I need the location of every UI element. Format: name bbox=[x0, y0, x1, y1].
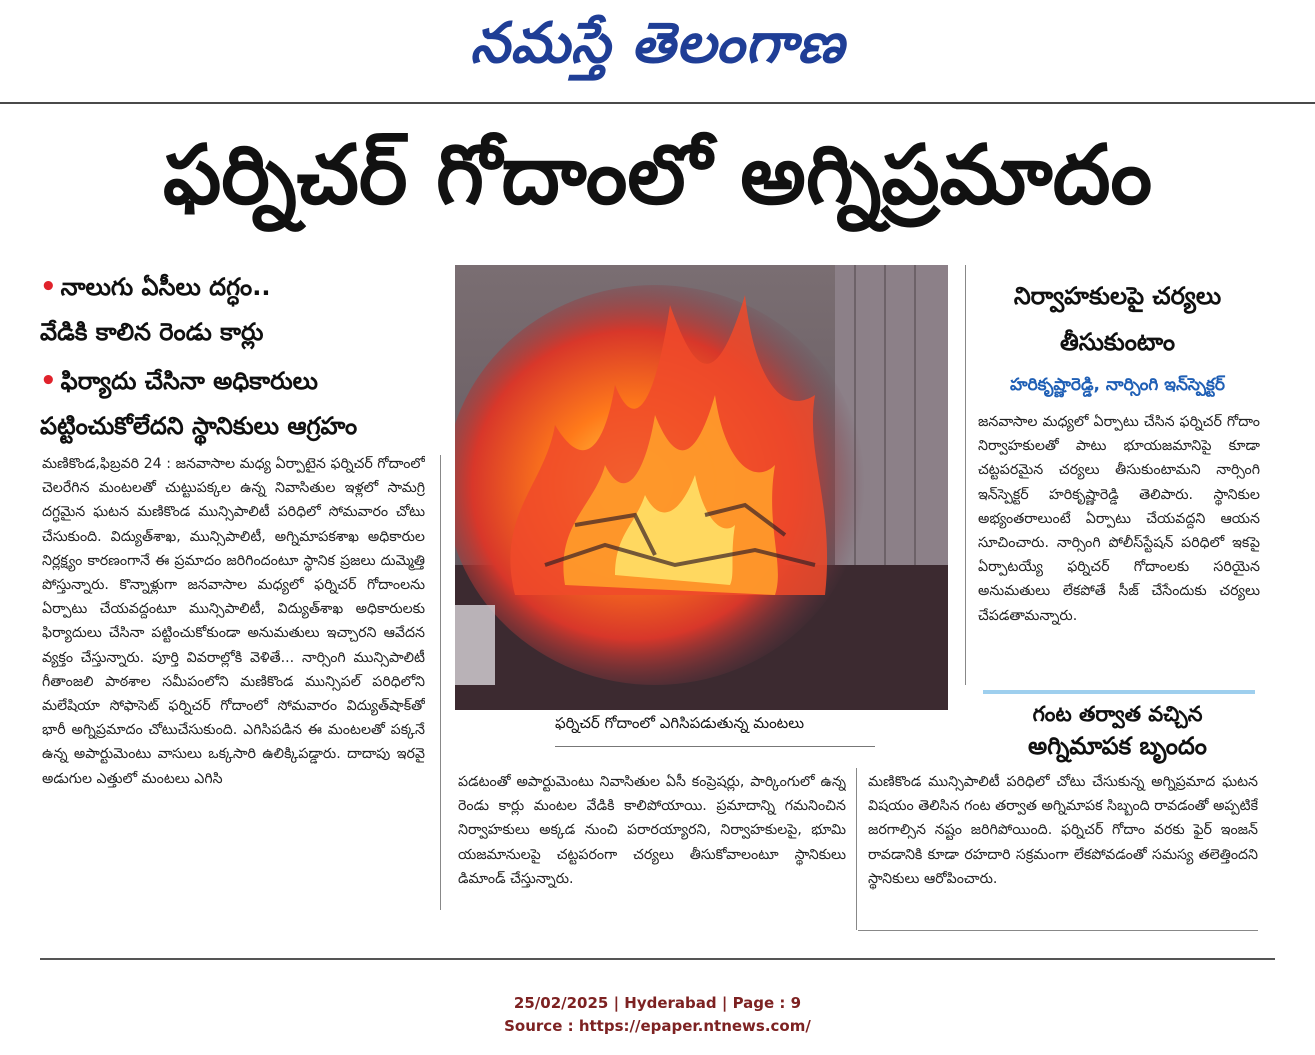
sidebar-title-line-1: నిర్వాహకులపై చర్యలు bbox=[1013, 282, 1222, 310]
footer-date-line: 25/02/2025 | Hyderabad | Page : 9 bbox=[513, 994, 802, 1012]
subhead-3 bbox=[40, 366, 318, 401]
caption-underline bbox=[555, 746, 875, 747]
fire-photo-image bbox=[455, 265, 948, 710]
box2-body: మణికొండ మున్సిపాలిటీ పరిధిలో చోటు చేసుకున్న అగ్నిప్రమాద ఘటన విషయం తెలిసిన గంట తర్వాత అగ్నిమాపక సిబ్బంది రావడంతో అప్పటికే జరగాల్సిన నష్టం జరిగిపోయింది. ఫర్నిచర్ గోదాం వరకు ఫైర్ ఇంజన్ రావడానికి కూడా రహదారి సక్రమంగా లేకపోవడంతో సమస్య తలెత్తిందని స్థానికులు ఆరోపించారు. bbox=[868, 774, 1258, 887]
box2-title-line-2: అగ్నిమాపక బృందం bbox=[1028, 732, 1207, 760]
sidebar-byline: హరికృష్ణారెడ్డి, నార్సింగి ఇన్‌స్పెక్టర్ bbox=[1010, 375, 1225, 395]
subhead-1 bbox=[40, 272, 270, 307]
subhead-2 bbox=[40, 318, 263, 352]
sidebar-divider bbox=[983, 690, 1255, 694]
masthead-divider bbox=[0, 102, 1315, 104]
subhead-4-text: పట్టించుకోలేదని స్థానికులు ఆగ్రహం bbox=[40, 412, 358, 440]
photo-caption: ఫర్నిచర్ గోదాంలో ఎగిసిపడుతున్న మంటలు bbox=[555, 714, 805, 732]
column-divider bbox=[965, 265, 966, 685]
page-bottom-rule bbox=[40, 958, 1275, 960]
sidebar-body: జనవాసాల మధ్యలో ఏర్పాటు చేసిన ఫర్నిచర్ గోదాం నిర్వాహకులతో పాటు భూయజమానిపై కూడా చట్టపరమైన చర్యలు తీసుకుంటామని నార్సింగి ఇన్‌స్పెక్టర్ హరికృష్ణారెడ్డి తెలిపారు. స్థానికుల అభ్యంతరాలుంటే ఏర్పాటు చేయవద్దని ఆయన సూచించారు. నార్సింగి పోలీస్‌స్టేషన్ పరిధిలో ఇకపై ఏర్పాటయ్యే ఫర్నిచర్ గోదాంలకు సరియైన అనుమతులు లేకపోతే సీజ్ చేసేందుకు చర్యలు చేపడతామన్నారు. bbox=[978, 414, 1260, 624]
masthead-logo: నమస్తే తెలంగాణ bbox=[470, 10, 845, 76]
box2-title-line-1: గంట తర్వాత వచ్చిన bbox=[1032, 702, 1203, 726]
subhead-4 bbox=[40, 412, 357, 446]
column-divider bbox=[856, 768, 857, 930]
bullet-icon: • bbox=[40, 272, 57, 302]
box-bottom-rule bbox=[858, 930, 1258, 931]
headline: ఫర్నిచర్ గోదాంలో అగ్నిప్రమాదం bbox=[162, 127, 1153, 223]
bullet-icon: • bbox=[40, 366, 57, 396]
subhead-1-text: నాలుగు ఏసీలు దగ్ధం.. bbox=[60, 273, 271, 301]
footer-source-line: Source : https://epaper.ntnews.com/ bbox=[504, 1017, 811, 1035]
article-column-1: మణికొండ,ఫిబ్రవరి 24 : జనవాసాల మధ్య ఏర్పాటైన ఫర్నిచర్ గోదాంలో చెలరేగిన మంటలతో చుట్టుపక్కల ఉన్న నివాసితుల ఇళ్లలో సామగ్రి దగ్ధమైన ఘటన మణికొండ మున్సిపాలిటీ పరిధిలో సోమవారం చోటు చేసుకుంది. విద్యుత్‌శాఖ, మున్సిపాలిటీ, అగ్నిమాపకశాఖ అధికారుల నిర్లక్ష్యం కారణంగానే ఈ ప్రమాదం జరిగిందంటూ స్థానిక ప్రజలు దుమ్మెత్తి పోస్తున్నారు. కొన్నాళ్లుగా జనవాసాల మధ్యలో ఫర్నిచర్ గోదాంలను ఏర్పాటు చేయవద్దంటూ మున్సిపాలిటీ, విద్యుత్‌శాఖ అధికారులకు ఫిర్యాదులు చేసినా పట్టించుకోకుండా అనుమతులు ఇచ్చారని ఆవేదన వ్యక్తం చేస్తున్నారు. పూర్తి వివరాల్లోకి వెళితే... నార్సింగి మున్సిపాలిటీ గీతాంజలి పాఠశాల సమీపంలోని మణికొండ మున్సిపల్ పరిధిలోని మలేషియా సోఫాసెట్ ఫర్నిచర్ గోదాంలో సోమవారం విద్యుత్‌షాక్‌తో భారీ అగ్నిప్రమాదం చోటుచేసుకుంది. ఎగిసిపడిన ఈ మంటలతో పక్కనే ఉన్న అపార్టుమెంటు వాసులు ఒక్కసారి ఉలిక్కిపడ్డారు. దాదాపు ఇరవై అడుగుల ఎత్తులో మంటలు ఎగిసి bbox=[42, 456, 425, 787]
column-divider bbox=[440, 455, 441, 910]
article-column-2: పడటంతో అపార్టుమెంటు నివాసితుల ఏసీ కంప్రెషర్లు, పార్కింగులో ఉన్న రెండు కార్లు మంటల వేడికి కాలిపోయాయి. ప్రమాదాన్ని గమనించిన నిర్వాహకులు అక్కడ నుంచి పరారయ్యారని, నిర్వాహకులపై, భూమి యజమానులపై చట్టపరంగా చర్యలు తీసుకోవాలంటూ స్థానికులు డిమాండ్ చేస్తున్నారు. bbox=[458, 774, 846, 887]
subhead-3-text: ఫిర్యాదు చేసినా అధికారులు bbox=[60, 367, 318, 395]
subhead-2-text: వేడికి కాలిన రెండు కార్లు bbox=[40, 318, 264, 346]
sidebar-title-line-2: తీసుకుంటాం bbox=[1059, 328, 1176, 356]
fire-photo bbox=[455, 265, 948, 710]
